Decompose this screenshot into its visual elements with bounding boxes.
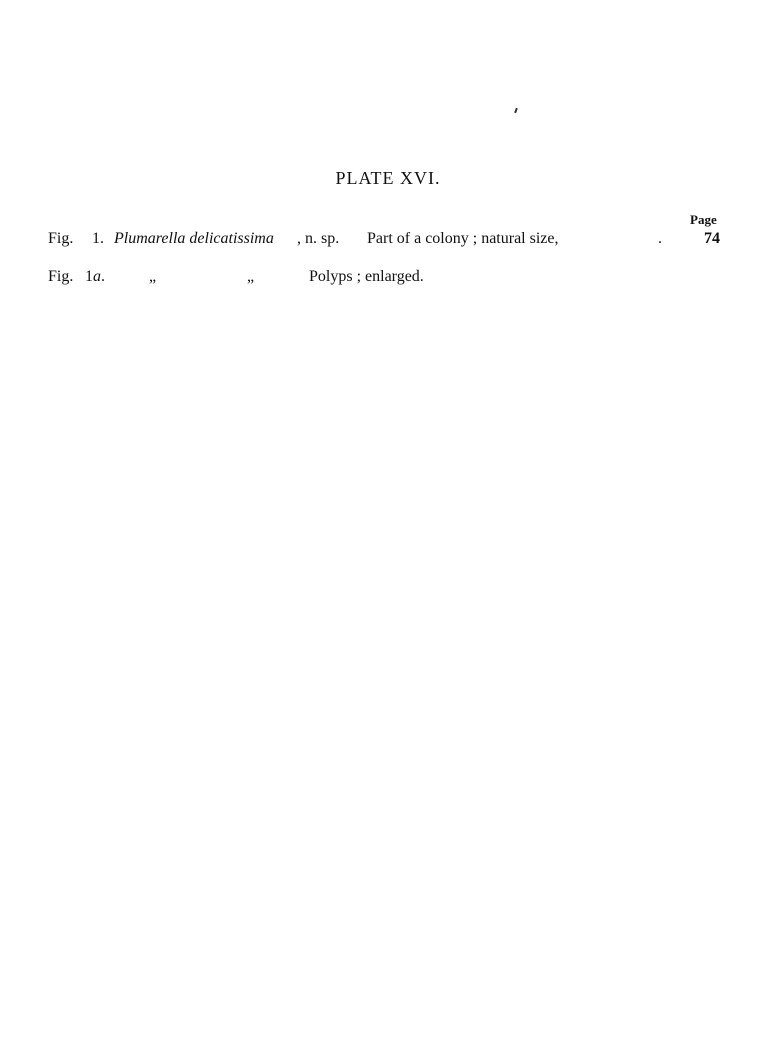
species-name: Plumarella delicatissima — [114, 230, 274, 247]
figure-number: 1. — [92, 230, 104, 247]
figure-label: Fig. — [48, 230, 74, 247]
figure-description: Polyps ; enlarged. — [309, 268, 424, 285]
ditto-mark: „ — [247, 268, 255, 285]
figure-number-suffix: a — [93, 268, 101, 285]
figure-row-2 — [48, 268, 738, 292]
leader-dot: . — [658, 230, 662, 247]
page-column-header: Page — [690, 212, 717, 227]
figure-label: Fig. — [48, 268, 74, 285]
print-speck — [514, 108, 518, 113]
figure-number — [85, 268, 105, 286]
page-number: 74 — [704, 230, 720, 247]
species-note: , n. sp. — [297, 230, 340, 247]
ditto-mark: „ — [149, 268, 157, 285]
figure-row-1 — [48, 230, 738, 254]
figure-number-end: . — [101, 268, 105, 285]
figure-description: Part of a colony ; natural size, — [367, 230, 559, 247]
figure-number-digit: 1 — [85, 268, 93, 285]
plate-title: PLATE XVI. — [335, 168, 441, 188]
